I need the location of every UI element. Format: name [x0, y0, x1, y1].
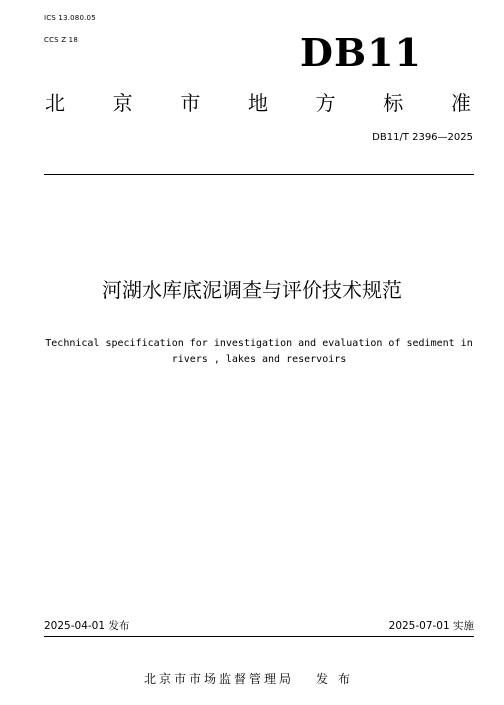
standard-type-char: 标	[383, 91, 404, 115]
publisher-action: 发布	[316, 672, 361, 686]
standard-type-char: 京	[112, 91, 133, 115]
title-english-line-2: rivers , lakes and reservoirs	[171, 354, 347, 365]
title-english-line-1: Technical specification for investigation and evaluation of sediment in	[45, 338, 473, 349]
publisher-line	[0, 671, 504, 687]
ics-code: ICS 13.080.05	[44, 14, 96, 22]
standard-type-char: 地	[247, 91, 268, 115]
standard-number: DB11/T 2396—2025	[372, 132, 473, 143]
db-logo: DB11	[300, 30, 422, 75]
standard-type-char: 准	[450, 91, 471, 115]
standard-type-heading	[44, 89, 472, 117]
ccs-code: CCS Z 18	[44, 36, 78, 44]
bottom-divider	[44, 636, 474, 637]
publish-date: 2025-04-01 发布	[44, 620, 130, 632]
title-chinese: 河湖水库底泥调查与评价技术规范	[102, 278, 402, 302]
publisher-organization: 北京市市场监督管理局	[143, 672, 294, 686]
top-divider	[44, 174, 474, 175]
standard-type-char: 市	[180, 91, 201, 115]
standard-type-char: 北	[45, 91, 65, 115]
standard-type-char: 方	[315, 91, 336, 115]
implement-date: 2025-07-01 实施	[388, 620, 474, 632]
